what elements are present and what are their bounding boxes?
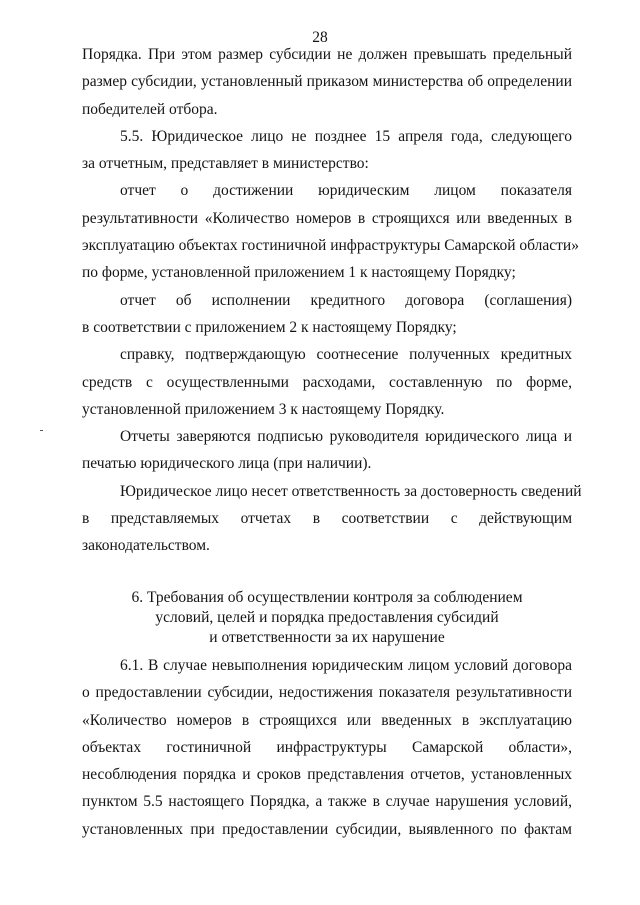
text-line: результативности «Количество номеров в строящихся или введенных в (82, 209, 572, 227)
text-line: Отчеты заверяются подписью руководителя юридического лица и (120, 428, 572, 446)
text-line: отчет об исполнении кредитного договора (соглашения) (120, 291, 572, 309)
text-line: в соответствии с приложением 2 к настоящему Порядку; (82, 318, 457, 336)
text-line: Порядка. При этом размер субсидии не должен превышать предельный (82, 46, 572, 63)
text-line: 5.5. Юридическое лицо не позднее 15 апреля года, следующего (120, 127, 572, 145)
text-line: о предоставлении субсидии, недостижения показателя результативности (82, 684, 572, 702)
text-line: победителей отбора. (82, 100, 218, 118)
text-line: несоблюдения порядка и сроков представления отчетов, установленных (82, 766, 572, 784)
section-6-text (82, 652, 572, 843)
text-line: печатью юридического лица (при наличии). (82, 455, 372, 473)
text-line: за отчетным, представляет в министерство: (82, 155, 369, 173)
text-line: законодательством. (82, 537, 210, 555)
section-6-heading (82, 588, 572, 648)
section-5-text (82, 41, 582, 560)
text-line: Юридическое лицо несет ответственность за достоверность сведений (120, 482, 582, 500)
scan-speck (40, 430, 43, 431)
text-line: размер субсидии, установленный приказом министерства об определении (82, 73, 572, 91)
text-line: эксплуатацию объектах гостиничной инфраструктуры Самарской области» (82, 237, 579, 255)
text-line: справку, подтверждающую соотнесение полученных кредитных (120, 346, 572, 364)
text-line: по форме, установленной приложением 1 к настоящему Порядку; (82, 264, 516, 282)
text-line: установленной приложением 3 к настоящему Порядку. (82, 400, 445, 418)
text-line: «Количество номеров в строящихся или введенных в эксплуатацию (82, 711, 572, 729)
text-line: объектах гостиничной инфраструктуры Самарской области», (82, 738, 572, 756)
heading-line: и ответственности за их нарушение (209, 629, 445, 646)
text-line: отчет о достижении юридическим лицом показателя (120, 182, 572, 200)
text-line: 6.1. В случае невыполнения юридическим лицом условий договора (120, 657, 572, 674)
text-line: пунктом 5.5 настоящего Порядка, а также в случае нарушения условий, (82, 793, 572, 811)
page-number: 28 (312, 29, 328, 46)
heading-line: условий, целей и порядка предоставления субсидий (155, 609, 499, 626)
text-line: средств с осуществленными расходами, составленную по форме, (82, 373, 572, 391)
heading-line: 6. Требования об осуществлении контроля за соблюдением (131, 589, 523, 606)
text-line: в представляемых отчетах в соответствии с действующим (82, 510, 572, 528)
text-line: установленных при предоставлении субсидии, выявленного по фактам (82, 820, 572, 838)
